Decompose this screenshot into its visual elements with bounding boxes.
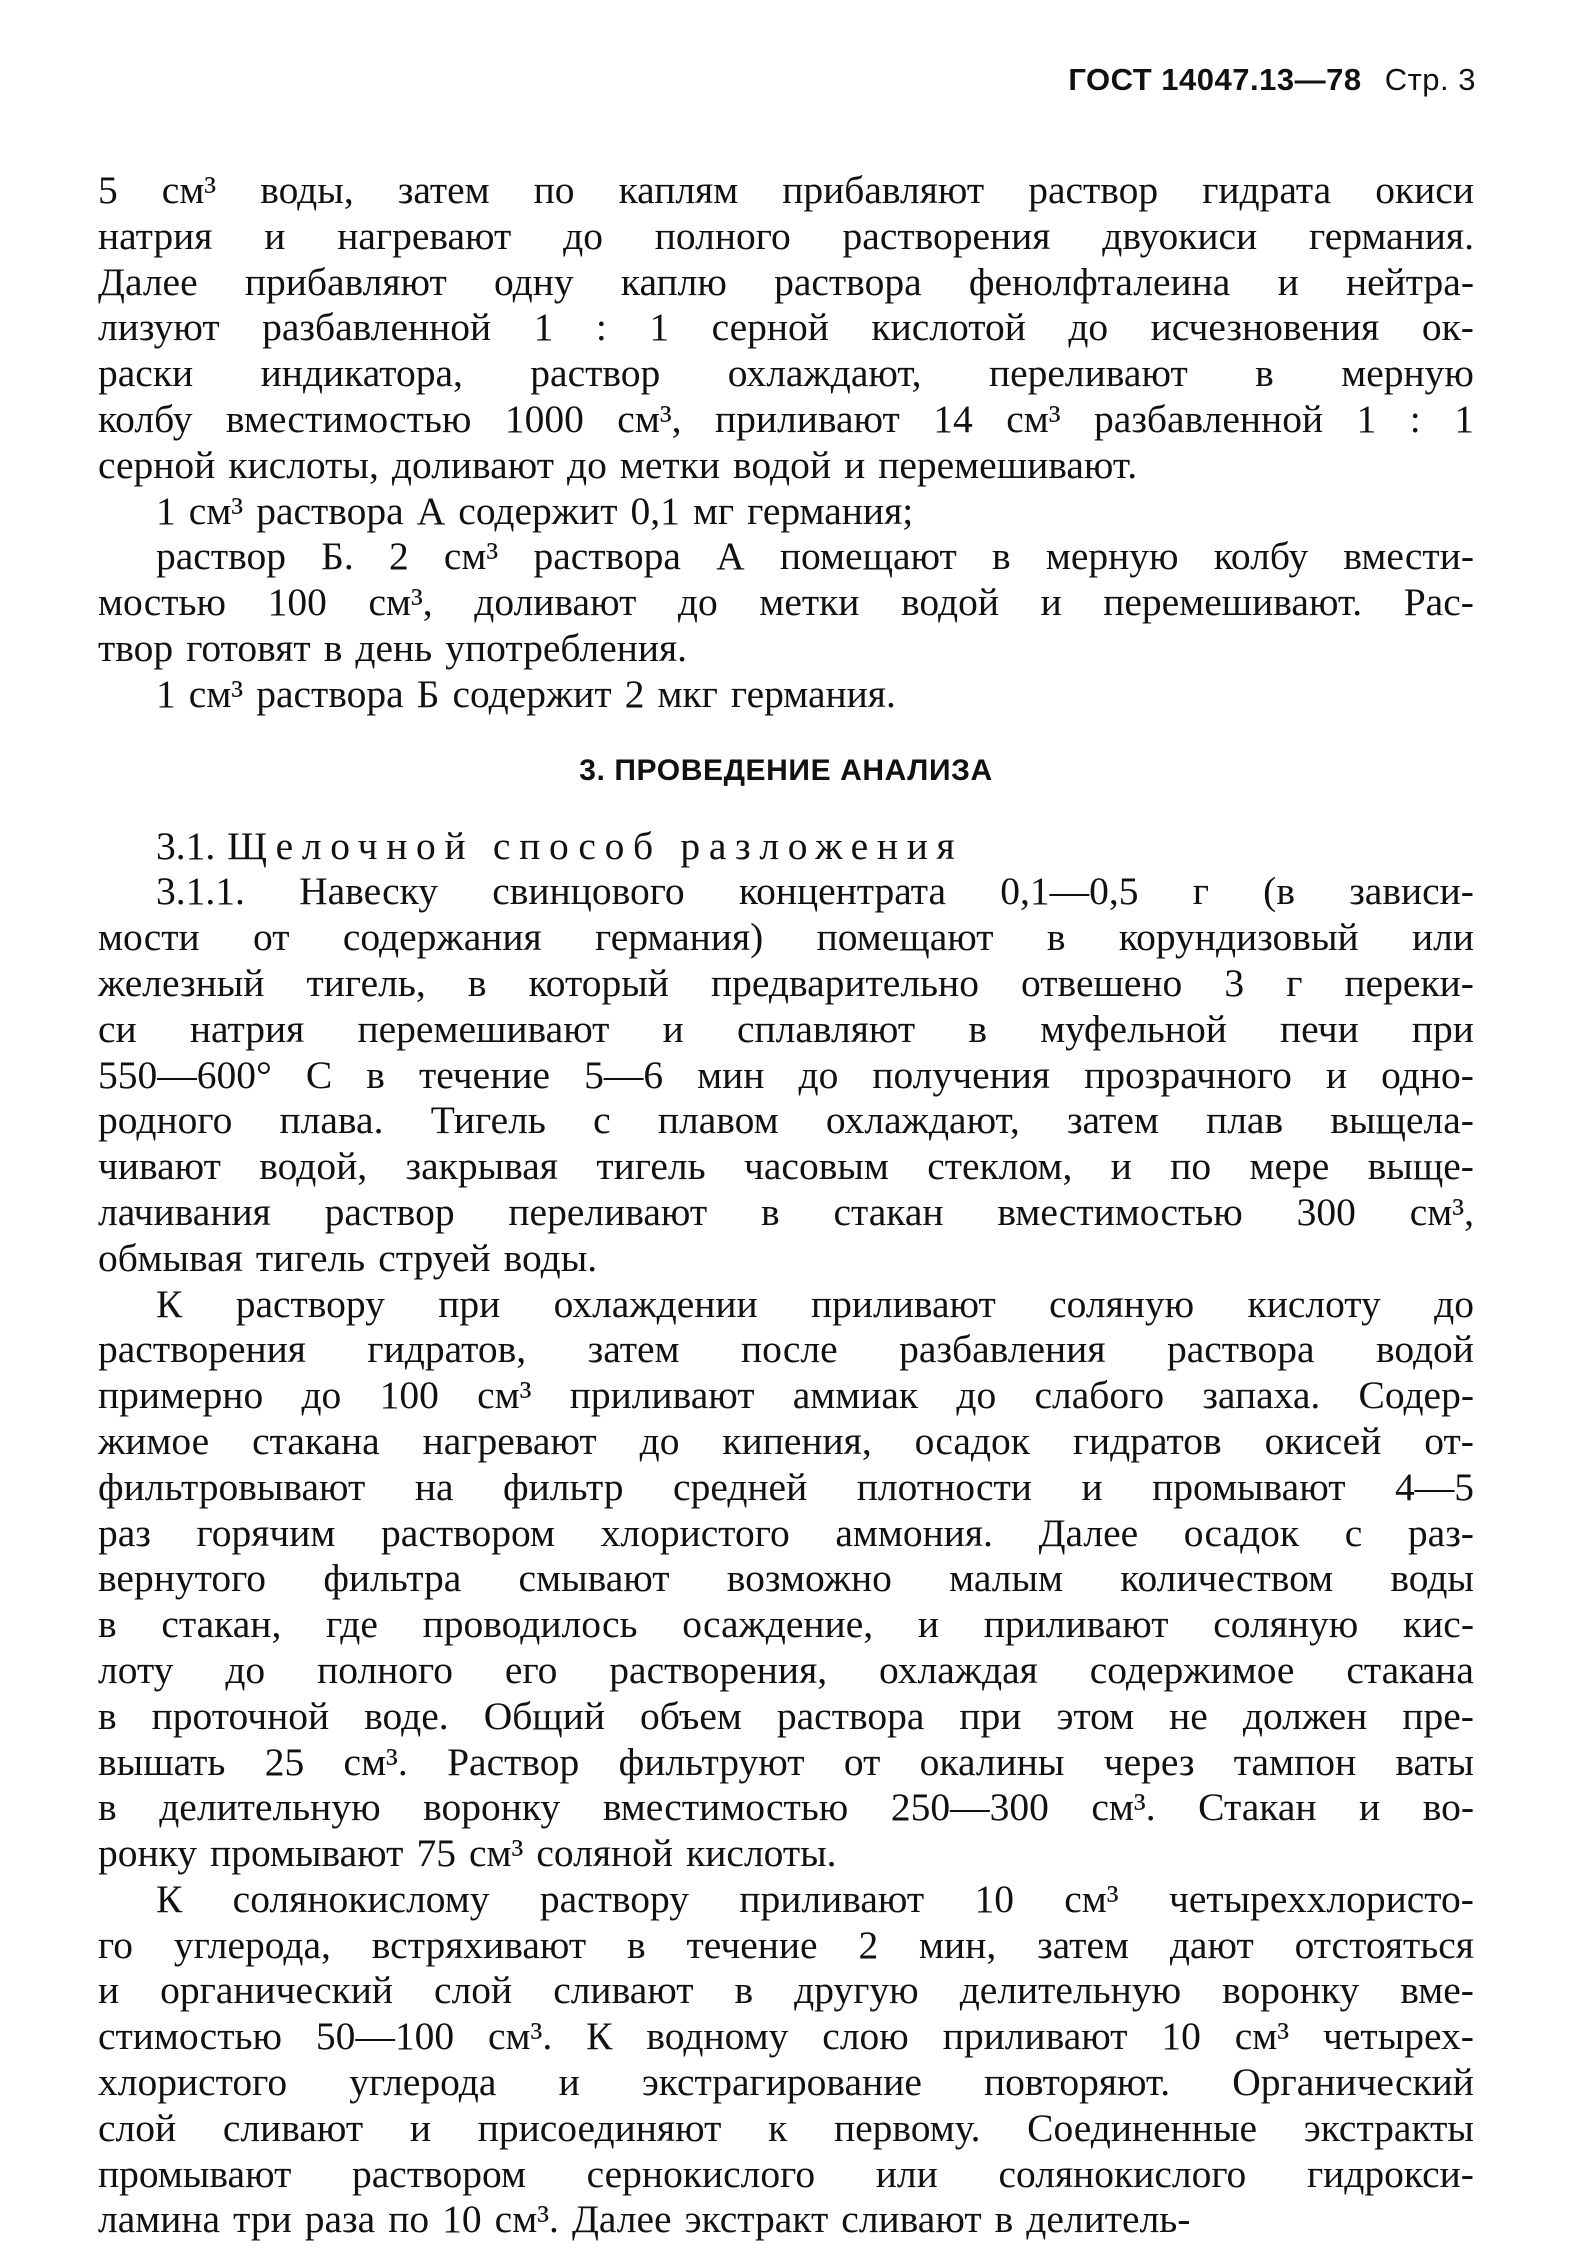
text-line: лачивания раствор переливают в стакан вместимостью 300 см³, [98,1189,1474,1234]
text-line: фильтровывают на фильтр средней плотности и промывают 4—5 [98,1464,1474,1509]
text-line: хлористого углерода и экстрагирование повторяют. Органический [98,2060,1474,2105]
text-line: примерно до 100 см³ приливают аммиак до слабого запаха. Содер- [98,1373,1474,1418]
body-text [98,168,1474,2243]
text-line: раствор Б. 2 см³ раствора А помещают в мерную колбу вмести- [156,534,1474,579]
text-line: К солянокислому раствору приливают 10 см³ четыреххлористо- [156,1876,1474,1921]
text-line: родного плава. Тигель с плавом охлаждают, затем плав выщела- [98,1098,1474,1143]
text-line: в проточной воде. Общий объем раствора при этом не должен пре- [98,1693,1474,1738]
text-line: К раствору при охлаждении приливают соляную кислоту до [156,1281,1474,1326]
paragraph [98,672,1474,718]
text-line: и органический слой сливают в другую делительную воронку вме- [98,1968,1474,2013]
text-line: вышать 25 см³. Раствор фильтруют от окалины через тампон ваты [98,1739,1474,1784]
text-line: промывают раствором сернокислого или солянокислого гидрокси- [98,2151,1474,2196]
text-line: железный тигель, в который предварительно отвешено 3 г переки- [98,960,1474,1005]
paragraph [98,1282,1474,1877]
text-line: в делительную воронку вместимостью 250—300 см³. Стакан и во- [98,1785,1474,1830]
text-line: жимое стакана нагревают до кипения, осадок гидратов окисей от- [98,1418,1474,1463]
text-line: колбу вместимостью 1000 см³, приливают 14 см³ разбавленной 1 : 1 [98,396,1474,441]
text-line: мостью 100 см³, доливают до метки водой и перемешивают. Рас- [98,580,1474,625]
text-line: ронку промывают 75 см³ соляной кислоты. [98,1831,837,1876]
subsection-number: 3.1. [156,823,216,868]
text-line: 1 см³ раствора А содержит 0,1 мг германия; [156,488,914,533]
text-line: чивают водой, закрывая тигель часовым стеклом, и по мере выще- [98,1144,1474,1189]
text-line: 1 см³ раствора Б содержит 2 мкг германия. [156,671,896,716]
text-line: 5 см³ воды, затем по каплям прибавляют раствор гидрата окиси [98,168,1474,212]
text-line: си натрия перемешивают и сплавляют в муфельной печи при [98,1006,1474,1051]
text-line: мости от содержания германия) помещают в корундизовый или [98,915,1474,960]
text-line: ламина три раза по 10 см³. Далее экстракт сливают в делитель- [98,2197,1191,2242]
text-line: 3.1.1. Навеску свинцового концентрата 0,1—0,5 г (в зависи- [156,869,1474,914]
paragraph [98,869,1474,1281]
text-line: растворения гидратов, затем после разбавления раствора водой [98,1327,1474,1372]
text-line: раски индикатора, раствор охлаждают, переливают в мерную [98,351,1474,396]
text-line: серной кислоты, доливают до метки водой и перемешивают. [98,442,1138,487]
subsection-title [98,824,1474,870]
paragraph [98,1877,1474,2243]
text-line: твор готовят в день употребления. [98,625,688,670]
text-line: слой сливают и присоединяют к первому. Соединенные экстракты [98,2105,1474,2150]
paragraph [98,534,1474,671]
gost-number: ГОСТ 14047.13—78 [1068,62,1362,97]
text-line: 550—600° С в течение 5—6 мин до получения прозрачного и одно- [98,1052,1474,1097]
text-line: го углерода, встряхивают в течение 2 мин, затем дают отстояться [98,1922,1474,1967]
section-heading: 3. ПРОВЕДЕНИЕ АНАЛИЗА [579,753,993,787]
text-line: лоту до полного его растворения, охлаждая содержимое стакана [98,1647,1474,1692]
text-line: в стакан, где проводилось осаждение, и приливают соляную кис- [98,1602,1474,1647]
subsection-title-text: Щелочной способ разложения [227,823,964,868]
text-line: вернутого фильтра смывают возможно малым количеством воды [98,1556,1474,1601]
paragraph [98,168,1474,489]
page-number: Стр. 3 [1384,62,1476,97]
text-line: обмывая тигель струей воды. [98,1235,598,1280]
paragraph [98,489,1474,535]
text-line: натрия и нагревают до полного растворения двуокиси германия. [98,213,1474,258]
text-line: Далее прибавляют одну каплю раствора фенолфталеина и нейтра- [98,259,1474,304]
text-line: раз горячим раствором хлористого аммония. Далее осадок с раз- [98,1510,1474,1555]
text-line: лизуют разбавленной 1 : 1 серной кислотой до исчезновения ок- [98,305,1474,350]
page-header [1068,62,1476,98]
text-line: стимостью 50—100 см³. К водному слою приливают 10 см³ четырех- [98,2014,1474,2059]
